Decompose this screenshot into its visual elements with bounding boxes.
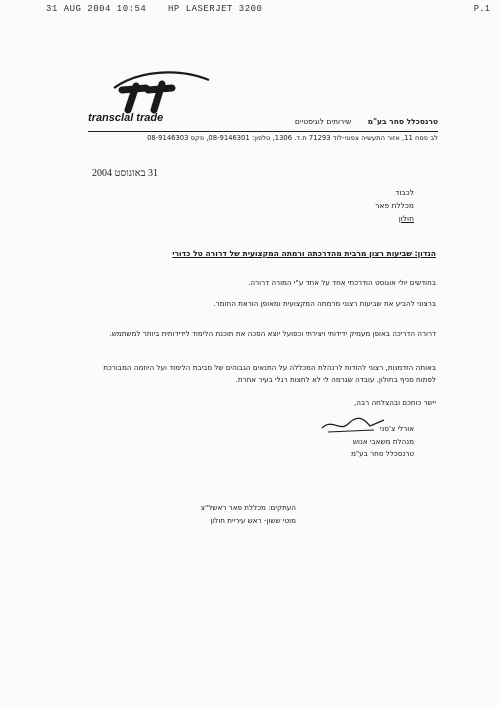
recipient-salutation: לכבוד [395, 188, 414, 197]
letterhead-company-line [295, 117, 438, 126]
signer-company: טרנסכלל סחר בע"מ [350, 449, 414, 458]
company-tagline: שירותים לוגיסטיים [294, 117, 352, 126]
recipient-org: מכללת פאר [375, 201, 414, 210]
body-paragraph-2: ברצוני להביע את שביעות רצוני מרמתה המקצועית ומאופן הוראת החומר. [213, 299, 436, 308]
signer-name: אורלי צ'סני [379, 424, 414, 433]
body-paragraph-1: בחודשים יולי אוגוסט הודרכתי אחד על אחד ע"י המורה דרורה. [248, 278, 436, 287]
letter-subject: הנדון: שביעות רצון מרבית מהדרכתה ורמתה המקצועית של דרורה טל כדורי [172, 249, 436, 258]
fax-transmission-header [46, 4, 490, 18]
fax-printer-id: HP LASERJET 3200 [168, 4, 263, 14]
letter-closing: יישר כוחכם ובהצלחה רבה, [354, 398, 436, 407]
signer-title: מנהלת משאבי אנוש [352, 436, 414, 446]
fax-datetime: 31 AUG 2004 10:54 [46, 4, 147, 14]
copies-line-1: העתקים: מכללת פאר ראשל"צ [200, 503, 296, 512]
company-address: לב פסח 11, אזור התעשיה צפוני-לוד 71293 ת.ד. 1306, טלפון: 08-9146301, פקס 08-9146303 [147, 134, 438, 142]
logo-mark-icon [84, 66, 234, 116]
logo-wordmark: transclal trade [88, 112, 164, 124]
company-name: טרנסכלל סחר בע"מ [367, 117, 438, 126]
letter-date: 31 באוגוסט 2004 [92, 168, 158, 179]
company-logo [84, 66, 234, 128]
fax-page-number: P.1 [473, 4, 490, 14]
letterhead-divider [88, 131, 438, 132]
recipient-city: חולון [398, 214, 414, 223]
body-paragraph-3: דרורה הדריכה באופן מעמיק ידידותי ויצירתי וכפועל יוצא הפכה את תוכנת הלימוד לידידותית ביותר למשתמש. [109, 329, 436, 338]
copies-line-2: מוטי ששון- ראש עיריית חולון [210, 515, 296, 525]
signer-block [351, 423, 414, 461]
recipient-block [375, 186, 414, 225]
body-paragraph-4: באותה הזדמנות, רצוני להודות לרנהלת המכללה על התנאים הגבוהים של סביבת הלימוד ועל היוזמה המבורכת לפתוח סניף בחולון. עובדה שגרמה לי לא לחצות רגלי בעיר אחרת. [103, 363, 436, 384]
copies-block [201, 502, 296, 527]
